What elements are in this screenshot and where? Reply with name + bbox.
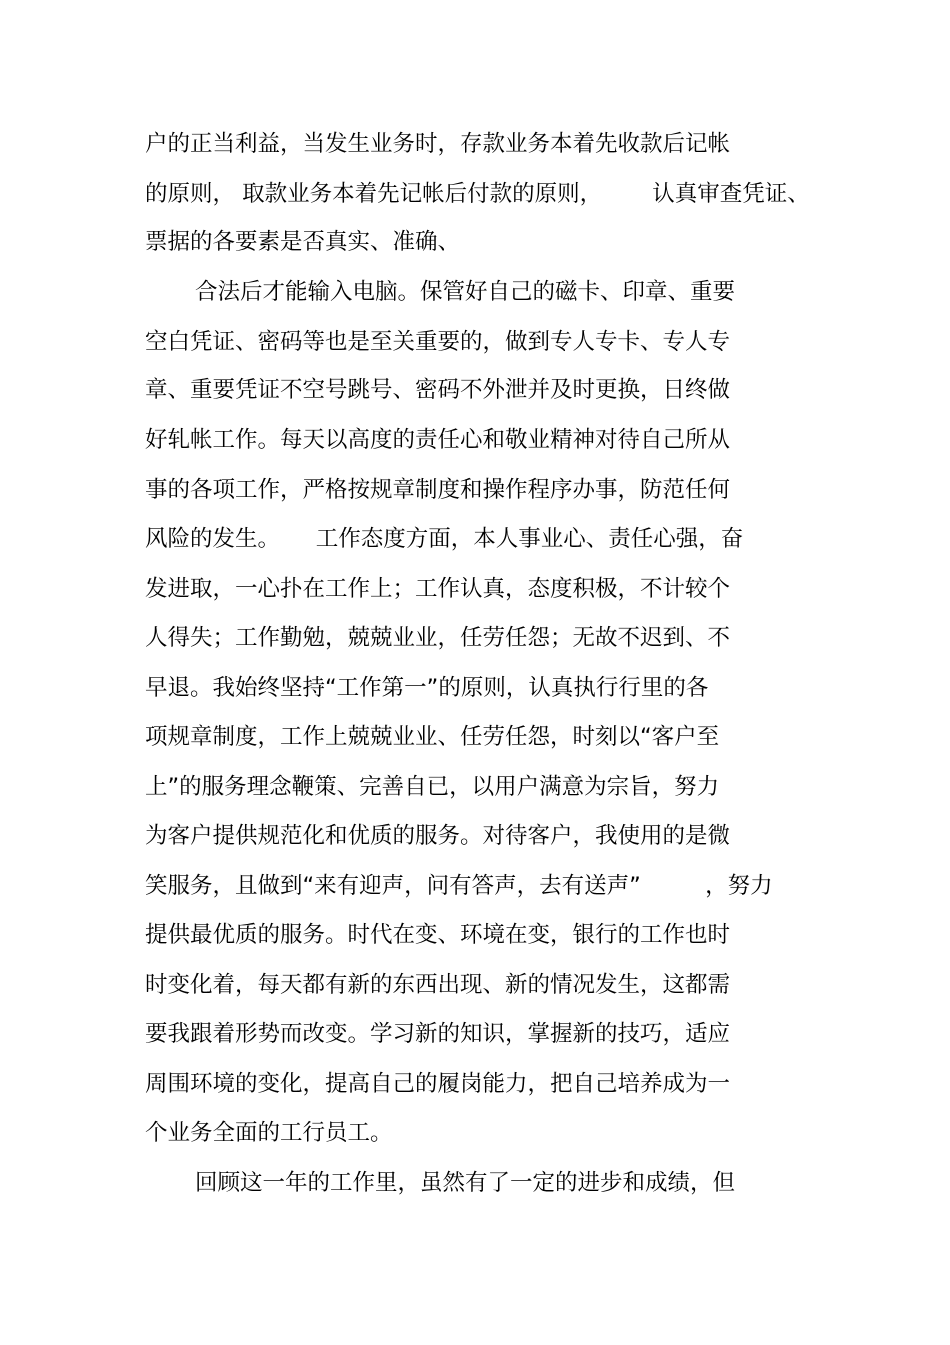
paragraph-line: 周围环境的变化，提高自己的履岗能力，把自己培养成为一 (145, 1071, 731, 1097)
paragraph-line: 个业务全面的工行员工。 (145, 1120, 393, 1146)
paragraph-line: 为客户提供规范化和优质的服务。对待客户，我使用的是微 (145, 823, 731, 849)
paragraph-line: 提供最优质的服务。时代在变、环境在变，银行的工作也时 (145, 922, 731, 948)
paragraph-line: 要我跟着形势而改变。学习新的知识，掌握新的技巧，适应 (145, 1021, 731, 1047)
paragraph-line: 合法后才能输入电脑。保管好自己的磁卡、印章、重要 (195, 279, 736, 305)
paragraph-line: 票据的各要素是否真实、准确、 (145, 229, 461, 255)
paragraph-line: 风险的发生。 工作态度方面，本人事业心、责任心强，奋 (145, 526, 744, 552)
paragraph-line: 时变化着，每天都有新的东西出现、新的情况发生，这都需 (145, 972, 731, 998)
paragraph-line: 人得失；工作勤勉，兢兢业业，任劳任怨；无故不迟到、不 (145, 625, 731, 651)
paragraph-line: 章、重要凭证不空号跳号、密码不外泄并及时更换，日终做 (145, 377, 731, 403)
paragraph-line: 项规章制度，工作上兢兢业业、任劳任怨，时刻以“客户至 (145, 724, 720, 750)
paragraph-line: 户的正当利益，当发生业务时，存款业务本着先收款后记帐 (145, 131, 731, 157)
paragraph-line: 笑服务，且做到“来有迎声，问有答声，去有送声” ，努力 (145, 873, 773, 899)
paragraph-line: 空白凭证、密码等也是至关重要的，做到专人专卡、专人专 (145, 329, 731, 355)
paragraph-line: 好轧帐工作。每天以高度的责任心和敬业精神对待自己所从 (145, 427, 731, 453)
paragraph-line: 早退。我始终坚持“工作第一”的原则，认真执行行里的各 (145, 675, 709, 701)
paragraph-line: 的原则， 取款业务本着先记帐后付款的原则， 认真审查凭证、 (145, 181, 810, 207)
paragraph-line: 上”的服务理念鞭策、完善自已，以用户满意为宗旨，努力 (145, 774, 720, 800)
paragraph-line: 事的各项工作，严格按规章制度和操作程序办事，防范任何 (145, 477, 731, 503)
paragraph-line: 回顾这一年的工作里，虽然有了一定的进步和成绩，但 (195, 1170, 736, 1196)
paragraph-line: 发进取，一心扑在工作上；工作认真，态度积极，不计较个 (145, 576, 731, 602)
